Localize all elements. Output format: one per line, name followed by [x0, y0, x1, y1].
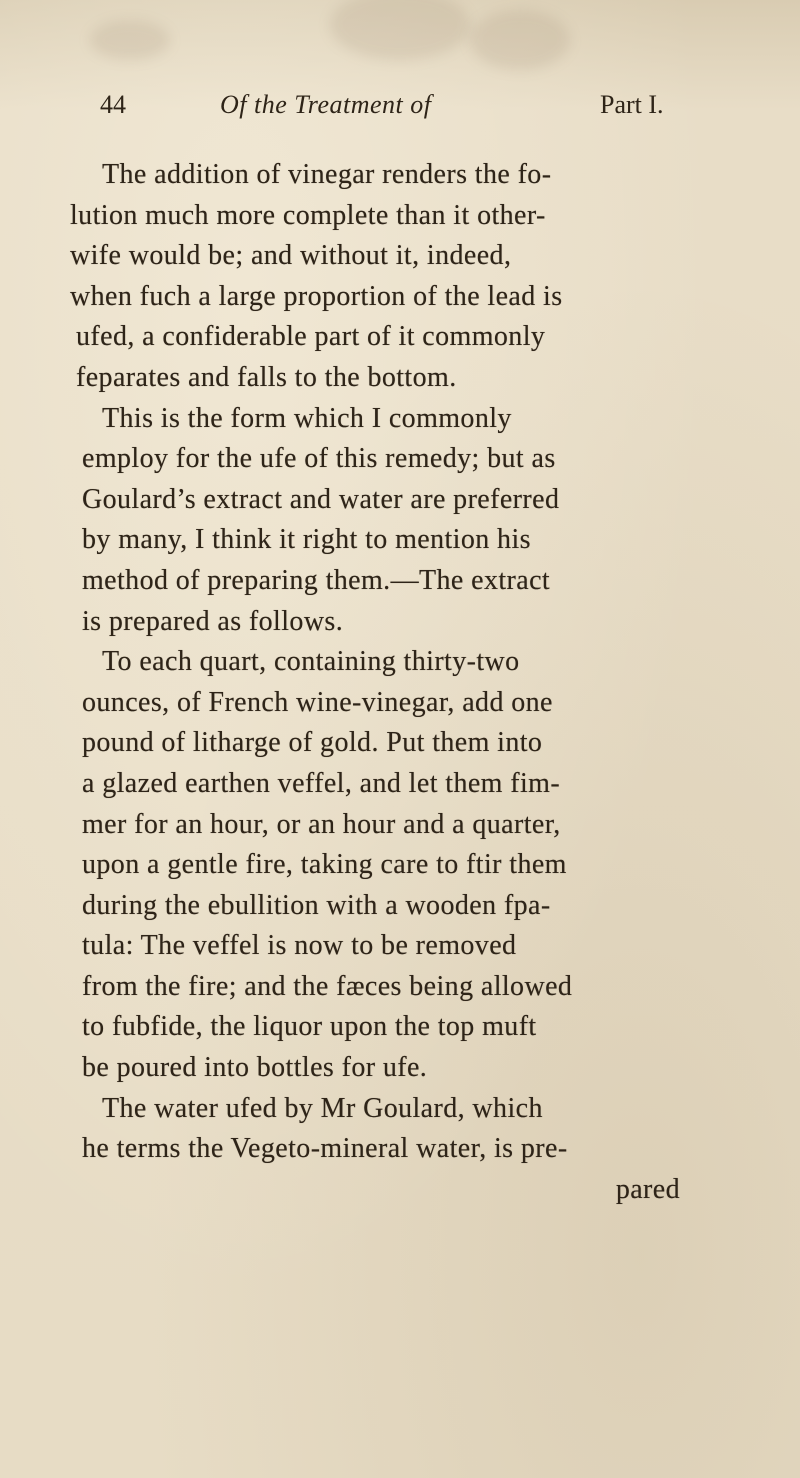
text-line: The addition of vinegar renders the fo-: [102, 159, 552, 190]
text-line: employ for the ufe of this remedy; but as: [82, 443, 556, 475]
text-line: feparates and falls to the bottom.: [76, 361, 457, 393]
text-line: Goulard’s extract and water are preferred: [82, 483, 560, 515]
text-line: during the ebullition with a wooden fpa-: [82, 889, 551, 921]
running-title: Of the Treatment of: [220, 90, 432, 119]
text-line: ounces, of French wine-vinegar, add one: [82, 686, 553, 718]
text-line: mer for an hour, or an hour and a quarter,: [82, 808, 561, 840]
text-line: be poured into bottles for ufe.: [82, 1052, 428, 1084]
text-line: method of preparing them.—The extract: [82, 564, 551, 596]
page-header: [0, 82, 800, 122]
paper-stain: [330, 0, 470, 60]
paper-stain: [90, 20, 170, 60]
text-line: To each quart, containing thirty-two: [102, 646, 520, 678]
text-line: by many, I think it right to mention his: [82, 524, 531, 556]
paper-stain: [470, 10, 570, 70]
text-line: is prepared as follows.: [82, 605, 344, 637]
text-line: to fubfide, the liquor upon the top muft: [82, 1011, 537, 1043]
text-line: lution much more complete than it other-: [70, 199, 546, 231]
part-label: Part I.: [600, 90, 664, 119]
catchword: pared: [615, 1173, 680, 1205]
text-line: This is the form which I commonly: [102, 402, 512, 434]
page-number: 44: [100, 90, 126, 119]
text-line: The water ufed by Mr Goulard, which: [102, 1092, 543, 1124]
text-line: ufed, a confiderable part of it commonly: [76, 321, 546, 353]
text-line: a glazed earthen veffel, and let them fim-: [82, 767, 561, 799]
text-line: pound of litharge of gold. Put them into: [82, 727, 543, 759]
text-line: upon a gentle fire, taking care to ftir them: [82, 849, 567, 881]
text-line: when fuch a large proportion of the lead is: [70, 280, 563, 312]
text-line: tula: The veffel is now to be removed: [82, 930, 517, 962]
body-text: [70, 155, 760, 1210]
text-line: wife would be; and without it, indeed,: [70, 240, 512, 272]
text-line: from the fire; and the fæces being allowed: [82, 970, 573, 1002]
text-line: he terms the Vegeto-mineral water, is pre-: [82, 1133, 568, 1165]
